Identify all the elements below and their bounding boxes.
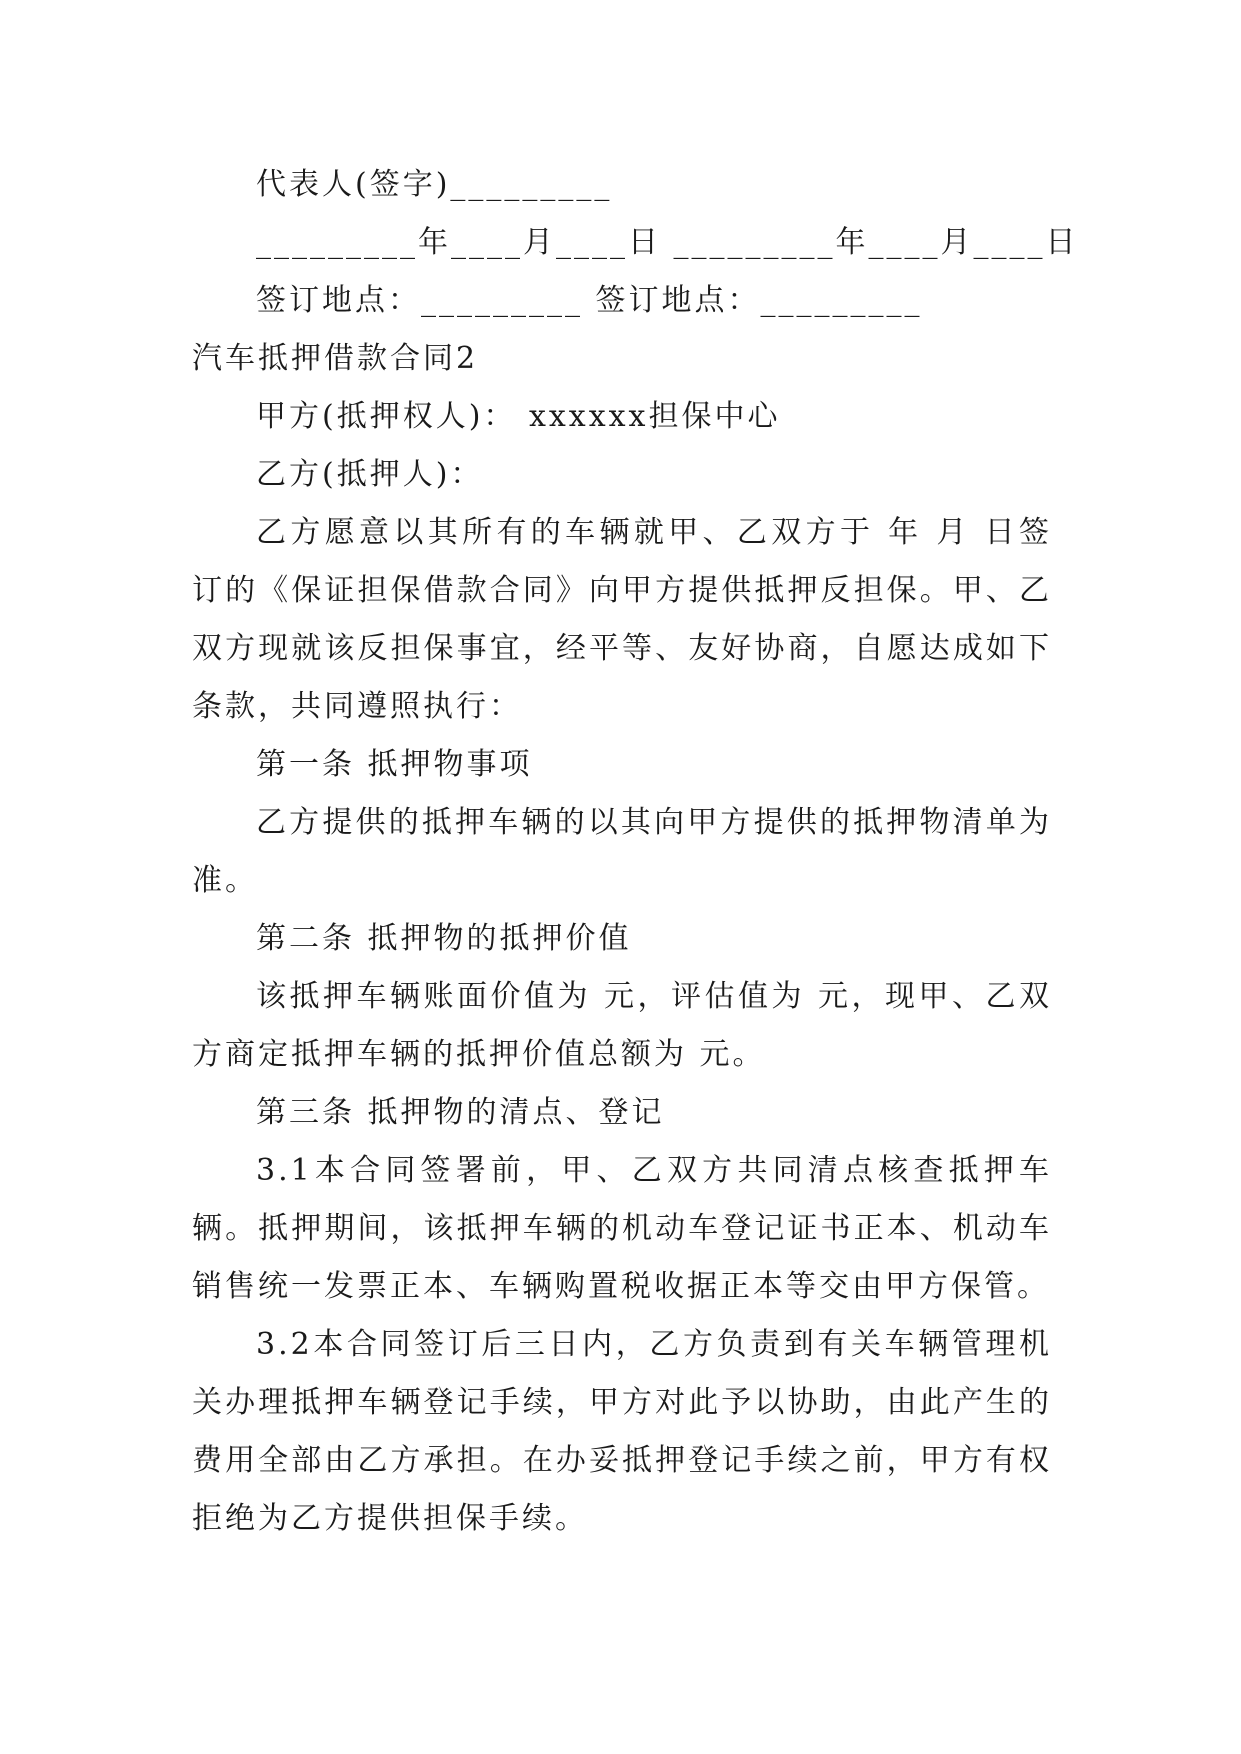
document-body: [192, 156, 1079, 1548]
article-2-title: 第二条 抵押物的抵押价值: [256, 921, 632, 956]
article-1-body: 乙方提供的抵押车辆的以其向甲方提供的抵押物清单为准。: [192, 805, 1052, 898]
representative-signature-line: 代表人(签字)_________: [256, 167, 613, 202]
article-1-title: 第一条 抵押物事项: [256, 747, 533, 782]
clause-3-2: 3.2本合同签订后三日内，乙方负责到有关车辆管理机关办理抵押车辆登记手续，甲方对此予以协助，由此产生的费用全部由乙方承担。在办妥抵押登记手续之前，甲方有权拒绝为乙方提供担保手续。: [192, 1327, 1052, 1536]
contract-title: 汽车抵押借款合同2: [192, 341, 479, 376]
signing-date-line: _________年____月____日 _________年____月____日: [256, 225, 1079, 260]
party-a-line: 甲方(抵押权人)： xxxxxx担保中心: [256, 399, 781, 434]
article-3-title: 第三条 抵押物的清点、登记: [256, 1095, 665, 1130]
signing-place-line: 签订地点：_________ 签订地点：_________: [256, 283, 923, 318]
article-2-body: 该抵押车辆账面价值为 元，评估值为 元，现甲、乙双方商定抵押车辆的抵押价值总额为 元。: [192, 979, 1052, 1072]
clause-3-1: 3.1本合同签署前，甲、乙双方共同清点核查抵押车辆。抵押期间，该抵押车辆的机动车登记证书正本、机动车销售统一发票正本、车辆购置税收据正本等交由甲方保管。: [192, 1153, 1052, 1304]
intro-paragraph: 乙方愿意以其所有的车辆就甲、乙双方于 年 月 日签订的《保证担保借款合同》向甲方提供抵押反担保。甲、乙双方现就该反担保事宜，经平等、友好协商，自愿达成如下条款，共同遵照执行：: [192, 515, 1052, 724]
party-b-line: 乙方(抵押人)：: [256, 457, 484, 492]
